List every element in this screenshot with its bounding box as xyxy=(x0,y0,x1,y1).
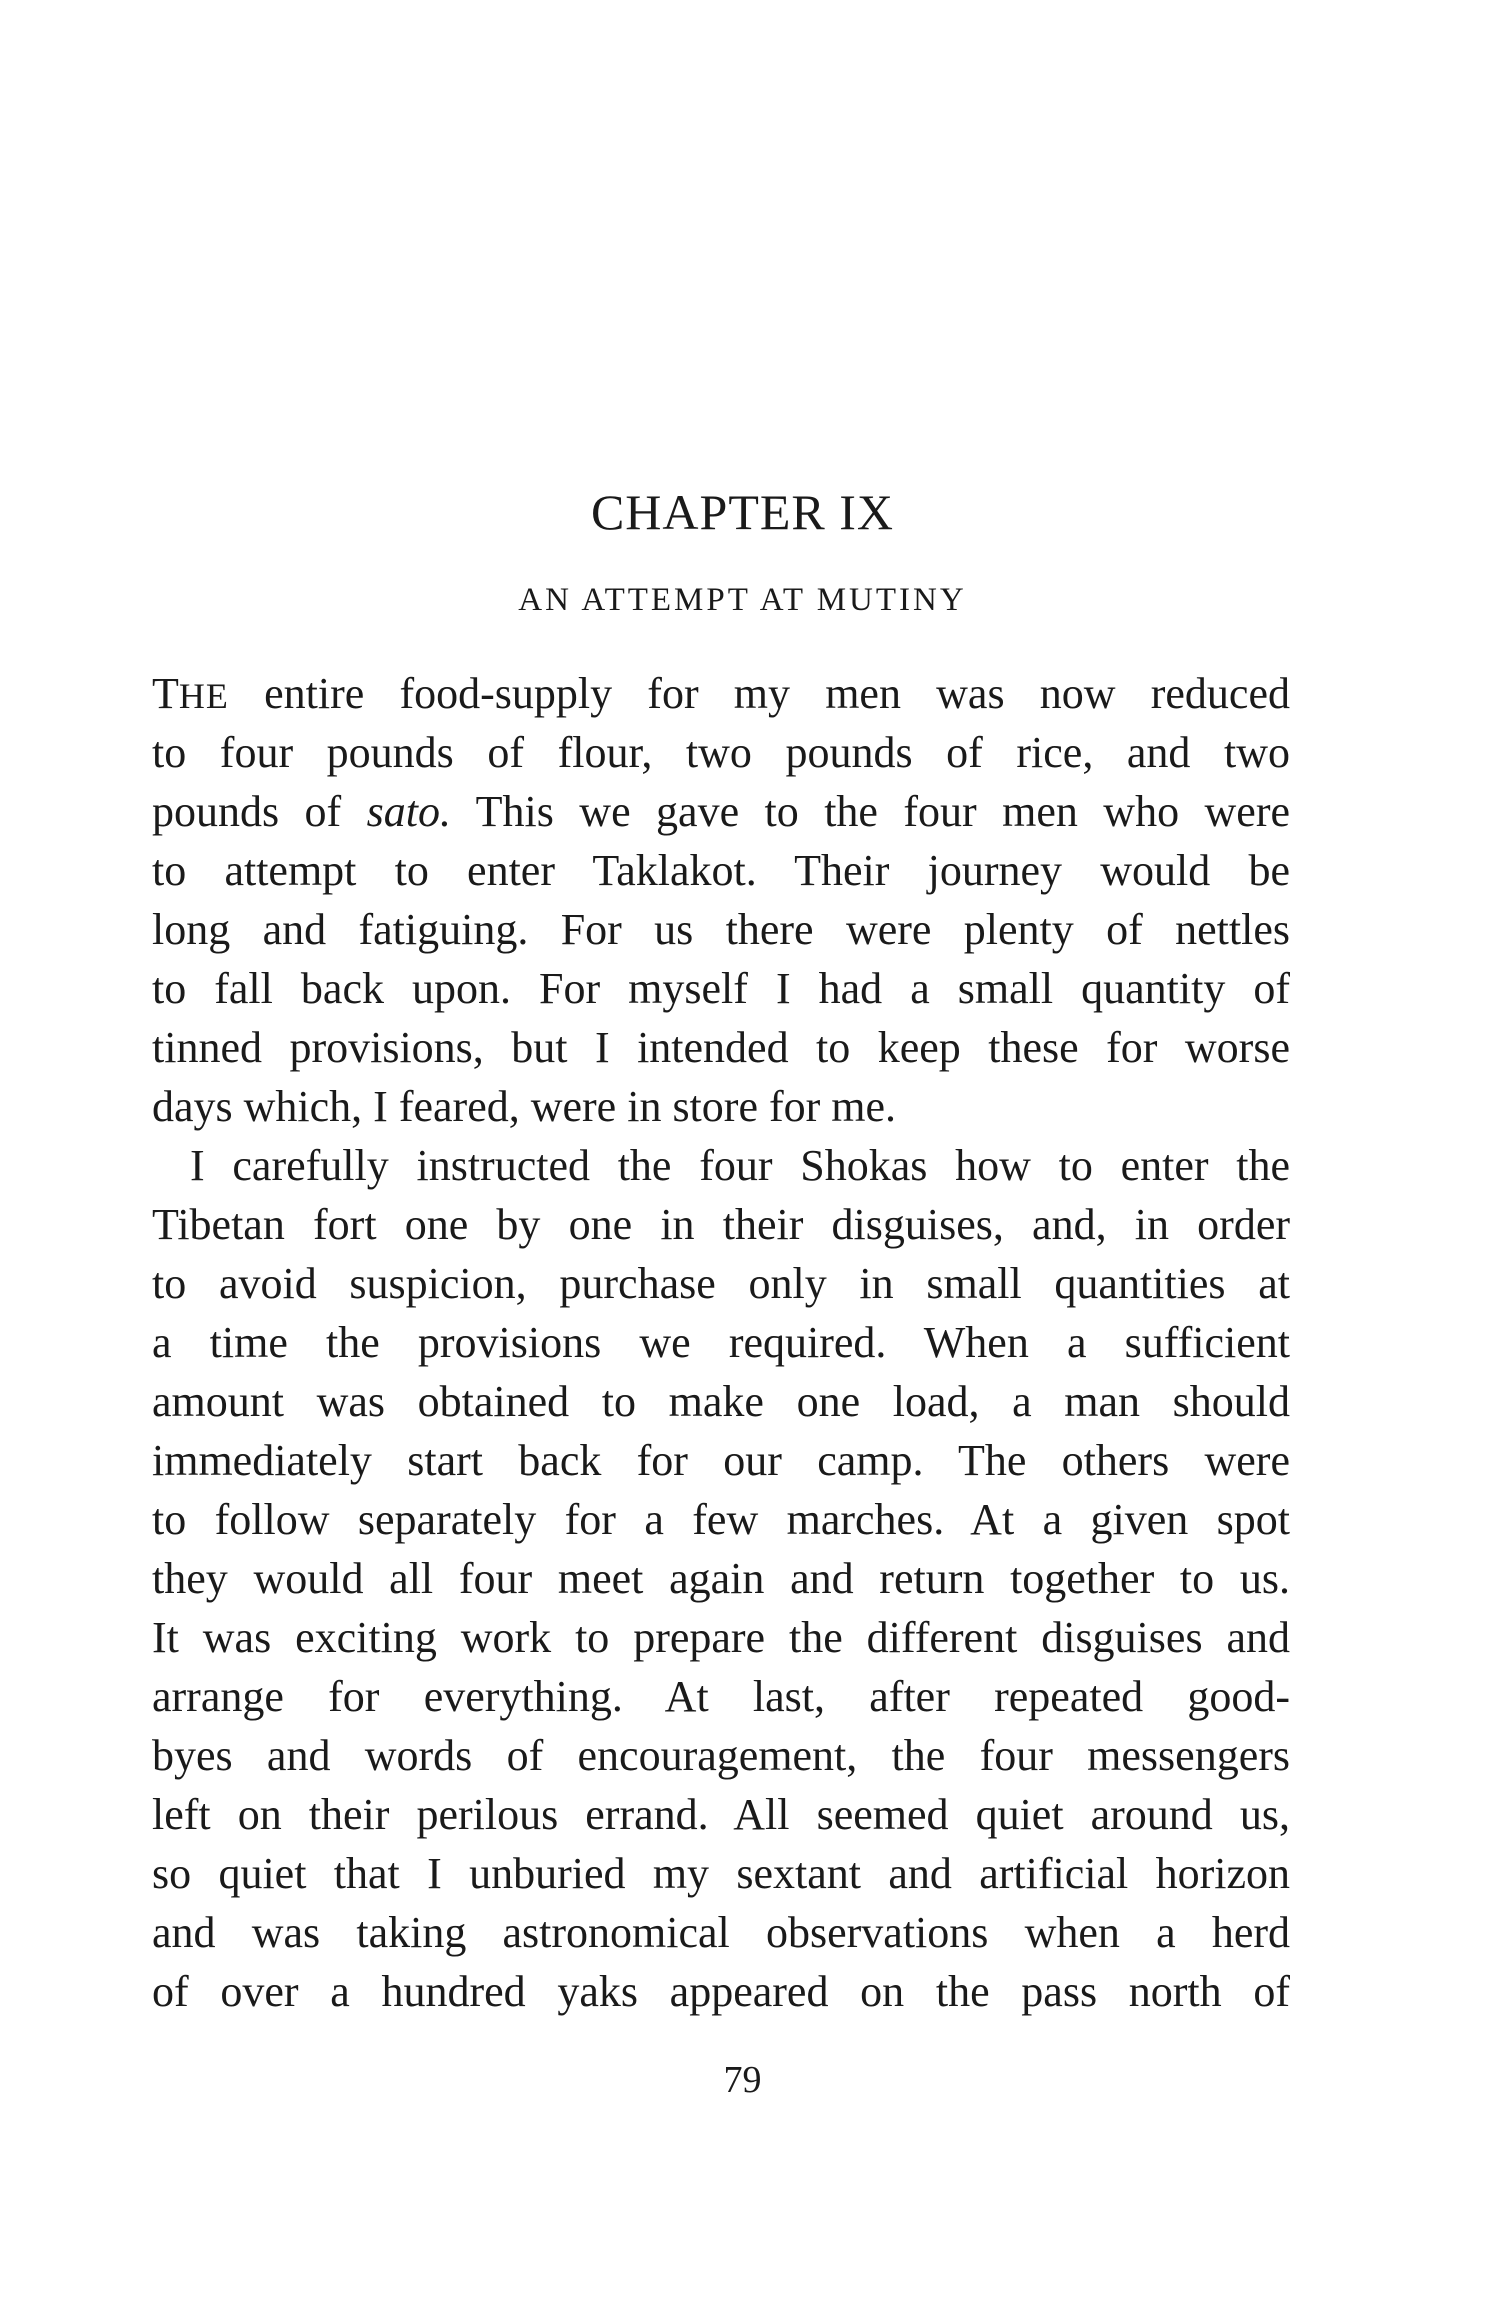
dropcap: T xyxy=(152,669,179,718)
text-line: to fall back upon. For myself I had a small quantity of xyxy=(152,964,1290,1013)
smallcaps: HE xyxy=(178,676,229,716)
text-line: long and fatiguing. For us there were plenty of nettles xyxy=(152,905,1290,954)
text-line: a time the provisions we required. When a sufficient xyxy=(152,1318,1290,1367)
text-line-content: This we gave to the four men who were xyxy=(451,787,1290,836)
text-line-content: entire food-supply for my men was now reduced xyxy=(228,669,1290,718)
paragraph-1 xyxy=(152,664,1290,1136)
body-text xyxy=(152,664,1290,2021)
text-line: so quiet that I unburied my sextant and artificial horizon xyxy=(152,1849,1290,1898)
text-line: to four pounds of flour, two pounds of rice, and two xyxy=(152,728,1290,777)
text-line: to avoid suspicion, purchase only in small quantities at xyxy=(152,1259,1290,1308)
text-line: arrange for everything. At last, after repeated good- xyxy=(152,1672,1290,1721)
italic-word: sato. xyxy=(366,787,452,836)
text-line xyxy=(152,664,1290,723)
text-line: days which, I feared, were in store for me. xyxy=(152,1082,897,1131)
text-line: left on their perilous errand. All seemed quiet around us, xyxy=(152,1790,1290,1839)
text-line: byes and words of encouragement, the four messengers xyxy=(152,1731,1290,1780)
chapter-title: CHAPTER IX xyxy=(590,484,895,540)
text-line: and was taking astronomical observations when a herd xyxy=(152,1908,1290,1957)
text-line-content: pounds of xyxy=(152,787,367,836)
text-line: they would all four meet again and return together to us. xyxy=(152,1554,1290,1603)
text-line: tinned provisions, but I intended to keep these for worse xyxy=(152,1023,1290,1072)
page-number: 79 xyxy=(723,2059,762,2101)
text-line: of over a hundred yaks appeared on the pass north of xyxy=(152,1967,1290,2016)
chapter-subtitle: AN ATTEMPT AT MUTINY xyxy=(518,582,967,618)
text-line: immediately start back for our camp. The others were xyxy=(152,1436,1290,1485)
text-line xyxy=(152,782,1290,841)
text-line: It was exciting work to prepare the different disguises and xyxy=(152,1613,1290,1662)
text-line: amount was obtained to make one load, a man should xyxy=(152,1377,1290,1426)
text-line: I carefully instructed the four Shokas how to enter the xyxy=(190,1141,1290,1190)
paragraph-2 xyxy=(152,1136,1290,2021)
text-line: Tibetan fort one by one in their disguises, and, in order xyxy=(152,1200,1290,1249)
text-line: to attempt to enter Taklakot. Their journey would be xyxy=(152,846,1290,895)
text-line: to follow separately for a few marches. At a given spot xyxy=(152,1495,1290,1544)
